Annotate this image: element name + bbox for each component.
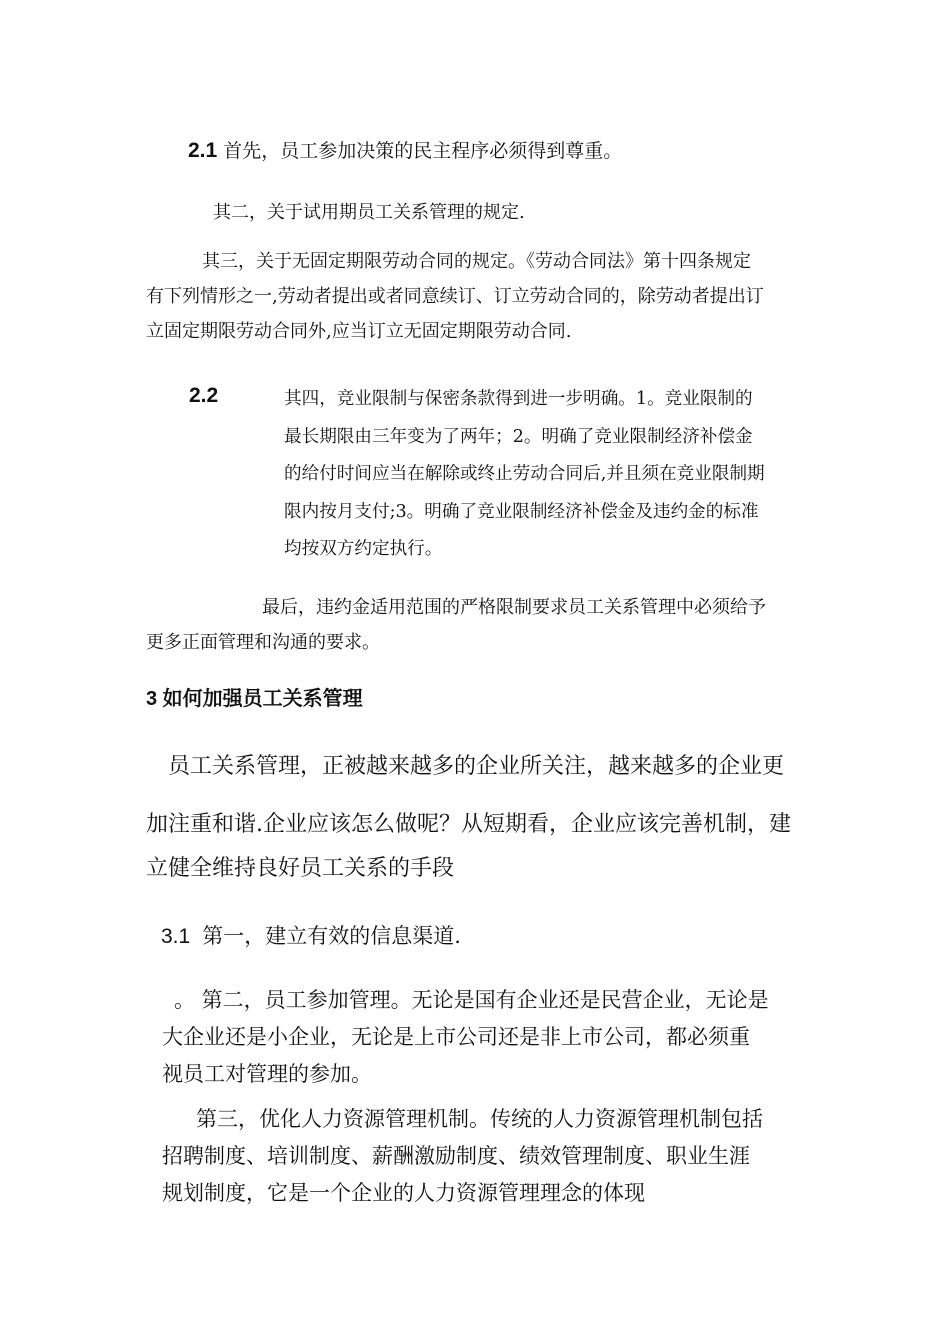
paragraph-qisan (146, 244, 806, 349)
paragraph-text: 第一，建立有效的信息渠道. (202, 924, 461, 948)
text-line: 有下列情形之一,劳动者提出或者同意续订、订立劳动合同的，除劳动者提出订 (146, 286, 764, 307)
section-number: 2.1 (188, 139, 218, 162)
paragraph-dier (162, 982, 812, 1093)
section-number-2-2: 2.2 (189, 384, 219, 407)
text-line: 第三，优化人力资源管理机制。传统的人力资源管理机制包括 (196, 1107, 763, 1131)
section-3-1-paragraph (161, 918, 461, 955)
text-line: 员工关系管理，正被越来越多的企业所关注，越来越多的企业更 (168, 754, 785, 779)
section-number: 3.1 (161, 925, 191, 948)
text-line: 均按双方约定执行。 (284, 539, 443, 559)
text-line: 视员工对管理的参加。 (162, 1062, 372, 1086)
text-line: 最后，违约金适用范围的严格限制要求员工关系管理中必须给予 (262, 597, 766, 618)
section-3-heading: 3 如何加强员工关系管理 (146, 688, 363, 710)
paragraph-text: 首先，员工参加决策的民主程序必须得到尊重。 (223, 140, 623, 162)
text-line: 招聘制度、培训制度、薪酬激励制度、绩效管理制度、职业生涯 (162, 1144, 750, 1168)
text-line: 其三，关于无固定期限劳动合同的规定。《劳动合同法》第十四条规定 (202, 251, 751, 272)
paragraph-qier: 其二，关于试用期员工关系管理的规定. (213, 202, 525, 223)
paragraph-employee-relations (146, 745, 811, 891)
text-line: 大企业还是小企业，无论是上市公司还是非上市公司，都必须重 (162, 1025, 750, 1049)
paragraph-qisi (284, 381, 808, 569)
text-line: 的给付时间应当在解除或终止劳动合同后,并且须在竞业限制期 (284, 464, 765, 484)
text-line: 限内按月支付;3。明确了竞业限制经济补偿金及违约金的标准 (284, 501, 759, 522)
text-line: 规划制度，它是一个企业的人力资源管理理念的体现 (162, 1181, 645, 1205)
paragraph-zuihou (146, 590, 811, 660)
text-line: 更多正面管理和沟通的要求。 (146, 632, 380, 653)
text-line: 其四，竞业限制与保密条款得到进一步明确。1。竞业限制的 (284, 389, 753, 409)
text-line: 加注重和谐.企业应该怎么做呢？从短期看，企业应该完善机制，建 (146, 812, 791, 837)
text-line: 立健全维持良好员工关系的手段 (146, 856, 455, 881)
text-line: 。 第二，员工参加管理。无论是国有企业还是民营企业，无论是 (174, 988, 769, 1012)
text-line: 最长期限由三年变为了两年；2。明确了竞业限制经济补偿金 (284, 426, 753, 447)
section-2-1-paragraph (188, 137, 622, 165)
text-line: 立固定期限劳动合同外,应当订立无固定期限劳动合同. (146, 321, 572, 342)
paragraph-disan (162, 1101, 812, 1212)
